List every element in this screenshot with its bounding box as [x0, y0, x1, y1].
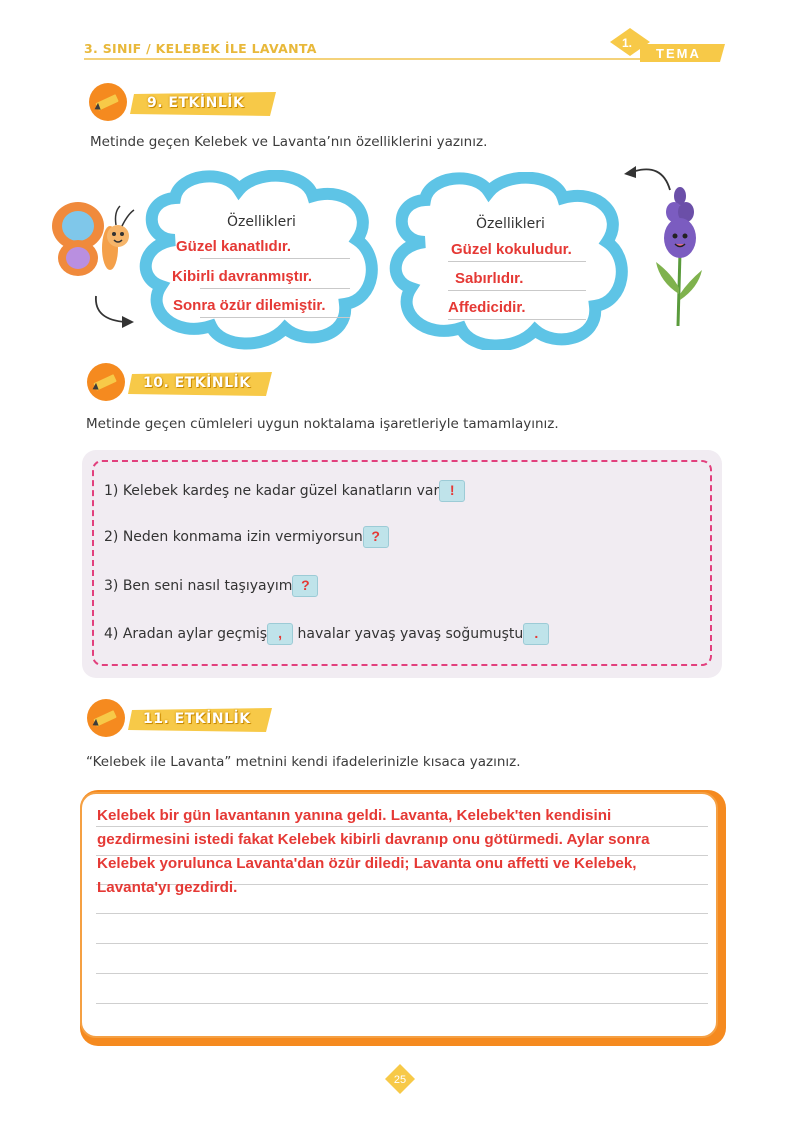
ruled-line	[96, 943, 708, 944]
punctuation-box[interactable]: !	[439, 480, 465, 502]
punctuation-box[interactable]: ?	[363, 526, 389, 548]
punctuation-box[interactable]: ,	[267, 623, 293, 645]
page-number-badge	[384, 1063, 416, 1095]
sentence-text: Ben seni nasıl taşıyayım	[122, 578, 293, 594]
punctuation-box[interactable]: ?	[292, 575, 318, 597]
summary-answer[interactable]: Kelebek bir gün lavantanın yanına geldi. Lavanta, Kelebek'ten kendisini gezdirmesini istedi fakat Kelebek kibirli davranıp onu götürmedi. Aylar sonra Kelebek yorulunca Lavanta'dan özür diledi; Lavanta onu affetti ve Kelebek, Lavanta'yı gezdirdi.	[97, 807, 650, 896]
tema-number: 1.	[622, 36, 633, 50]
activity9-label: 9. ETKİNLİK	[147, 95, 245, 111]
header-title: 3. SINIF / KELEBEK İLE LAVANTA	[84, 41, 317, 56]
sentence-text: Kelebek kardeş ne kadar güzel kanatların var	[122, 483, 440, 499]
answer-line	[200, 258, 350, 259]
butterfly-answer-3: Sonra özür dilemiştir.	[173, 297, 326, 314]
pencil-icon	[88, 82, 128, 122]
lavender-illustration	[652, 182, 708, 328]
lavender-answer-1: Güzel kokuludur.	[451, 241, 572, 258]
sentence-2	[104, 526, 389, 548]
sentence-text: Aradan aylar geçmiş	[122, 626, 268, 642]
ruled-line	[96, 913, 708, 914]
sentence-number: 3)	[104, 578, 119, 594]
lavender-answer-3: Affedicidir.	[448, 299, 526, 316]
sentence-number: 4)	[104, 626, 119, 642]
sentence-text: havalar yavaş yavaş soğumuştu	[297, 626, 524, 642]
activity9-instruction: Metinde geçen Kelebek ve Lavanta’nın özelliklerini yazınız.	[90, 134, 488, 150]
pencil-icon	[86, 362, 126, 402]
butterfly-cloud-title: Özellikleri	[227, 214, 296, 230]
answer-line	[448, 261, 586, 262]
answer-line	[448, 319, 586, 320]
pencil-icon	[86, 698, 126, 738]
sentence-text: Neden konmama izin vermiyorsun	[122, 529, 363, 545]
lavender-answer-2: Sabırlıdır.	[455, 270, 524, 287]
activity10-label: 10. ETKİNLİK	[143, 375, 251, 391]
answer-line	[448, 290, 586, 291]
activity11-instruction: “Kelebek ile Lavanta” metnini kendi ifadelerinizle kısaca yazınız.	[86, 754, 521, 770]
answer-line	[200, 317, 350, 318]
ruled-line	[96, 1003, 708, 1004]
curved-arrow-icon	[92, 294, 138, 330]
lavender-cloud-title: Özellikleri	[476, 216, 545, 232]
header-divider	[84, 58, 644, 60]
page-number: 25	[393, 1074, 407, 1086]
butterfly-cloud	[135, 170, 380, 350]
sentence-4	[104, 623, 549, 645]
activity10-instruction: Metinde geçen cümleleri uygun noktalama işaretleriyle tamamlayınız.	[86, 416, 559, 432]
sentence-3	[104, 575, 318, 597]
tema-badge	[600, 22, 730, 70]
butterfly-answer-2: Kibirli davranmıştır.	[172, 268, 313, 285]
sentence-1	[104, 480, 465, 502]
sentence-number: 2)	[104, 529, 119, 545]
sentence-number: 1)	[104, 483, 119, 499]
answer-line	[200, 288, 350, 289]
tema-label: TEMA	[656, 46, 701, 61]
butterfly-answer-1: Güzel kanatlıdır.	[176, 238, 292, 255]
punctuation-box[interactable]: .	[523, 623, 549, 645]
activity11-label: 11. ETKİNLİK	[143, 711, 251, 727]
butterfly-illustration	[48, 198, 140, 290]
ruled-line	[96, 973, 708, 974]
